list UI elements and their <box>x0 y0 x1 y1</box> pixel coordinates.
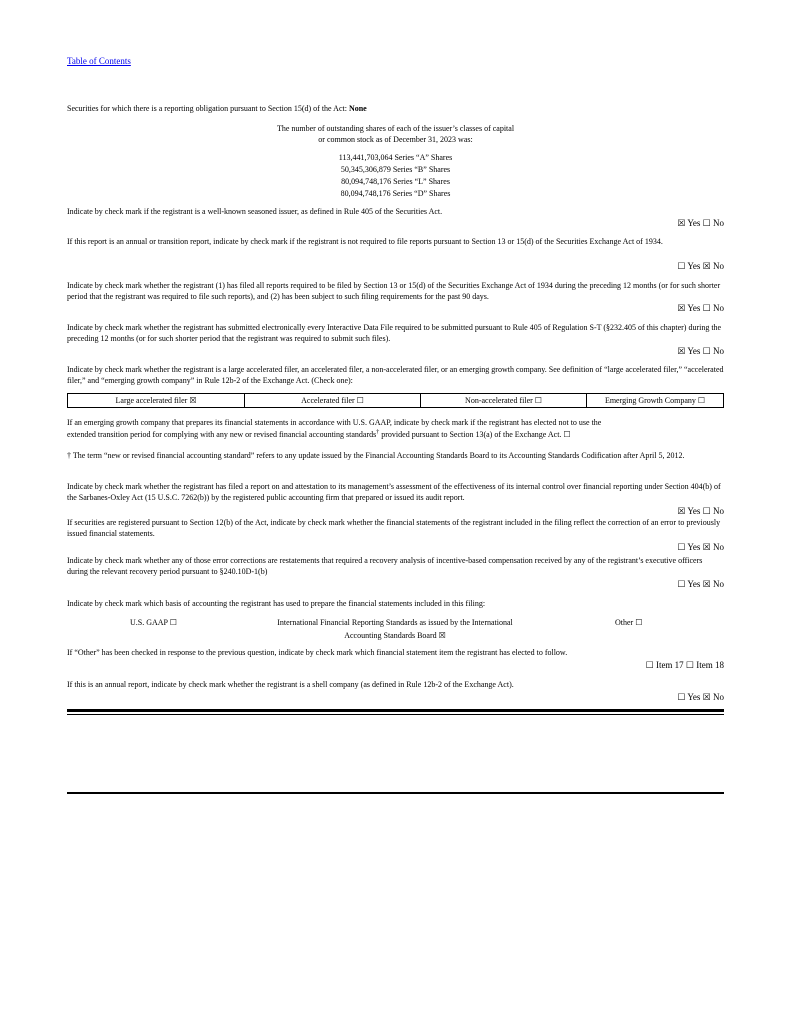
filer-accelerated[interactable]: Accelerated filer ☐ <box>245 394 421 408</box>
question-egc-transition-1: If an emerging growth company that prepares its financial statements in accordance with U.S. GAAP, indicate by check mark if the registrant has elected not to use the <box>67 418 602 427</box>
answer-shell-company[interactable]: ☐ Yes ☒ No <box>677 692 724 702</box>
section-15d-line: Securities for which there is a reporting obligation pursuant to Section 15(d) of the Act: None <box>67 104 367 113</box>
answer-wksi[interactable]: ☒ Yes ☐ No <box>677 218 724 228</box>
shares-intro-1: The number of outstanding shares of each of the issuer’s classes of capital <box>276 124 515 133</box>
answer-icfr-attestation[interactable]: ☒ Yes ☐ No <box>677 506 724 516</box>
basis-us-gaap[interactable]: U.S. GAAP ☐ <box>130 618 177 627</box>
filer-status-table <box>67 393 724 408</box>
basis-ifrs-line-1[interactable]: International Financial Reporting Standards as issued by the International <box>277 618 513 627</box>
shares-intro-2: or common stock as of December 31, 2023 was: <box>318 135 473 144</box>
question-filer-status: Indicate by check mark whether the registrant is a large accelerated filer, an accelerated filer, a non-accelerated filer, or an emerging growth company. See definition of “large accelerated filer,” “accelerated filer,” and “emerging growth company” in Rule 12b-2 of the Exchange Act. (Check one): <box>67 365 724 385</box>
question-icfr-attestation: Indicate by check mark whether the registrant has filed a report on and attestation to its management’s assessment of the effectiveness of its internal control over financial reporting under Section 404(b) of the Sarbanes-Oxley Act (15 U.S.C. 7262(b)) by the registered public accounting firm that prepared or issued its audit report. <box>67 482 721 502</box>
page-footer-rule <box>67 792 724 794</box>
answer-restatement[interactable]: ☐ Yes ☒ No <box>677 579 724 589</box>
answer-error-correction[interactable]: ☐ Yes ☒ No <box>677 542 724 552</box>
question-error-correction: If securities are registered pursuant to Section 12(b) of the Act, indicate by check mark whether the financial statements of the registrant included in the filing reflect the correction of an error to previously issued financial statements. <box>67 518 721 538</box>
basis-ifrs-line-2[interactable]: Accounting Standards Board ☒ <box>344 631 446 640</box>
question-egc-transition-2: extended transition period for complying with any new or revised financial accounting standards† provided pursuant to Section 13(a) of the Exchange Act. ☐ <box>67 429 571 439</box>
shares-line-l: 80,094,748,176 Series “L” Shares <box>341 177 450 186</box>
answer-filed-reports[interactable]: ☒ Yes ☐ No <box>677 303 724 313</box>
question-wksi: Indicate by check mark if the registrant is a well-known seasoned issuer, as defined in Rule 405 of the Securities Act. <box>67 207 443 216</box>
answer-interactive-data[interactable]: ☒ Yes ☐ No <box>677 346 724 356</box>
question-other-item: If “Other” has been checked in response to the previous question, indicate by check mark which financial statement item the registrant has elected to follow. <box>67 648 568 657</box>
divider-thin <box>67 714 724 715</box>
question-not-required: If this report is an annual or transition report, indicate by check mark if the registrant is not required to file reports pursuant to Section 13 or 15(d) of the Securities Exchange Act of 1934. <box>67 237 663 246</box>
basis-other[interactable]: Other ☐ <box>615 618 643 627</box>
section-15d-value: None <box>348 104 367 113</box>
question-filed-reports: Indicate by check mark whether the registrant (1) has filed all reports required to be filed by Section 13 or 15(d) of the Securities Exchange Act of 1934 during the preceding 12 months (or for such shorter period that the registrant was required to file such reports), and (2) has been subject to such filing requirements for the past 90 days. <box>67 281 721 301</box>
filer-non-accelerated[interactable]: Non-accelerated filer ☐ <box>421 394 587 408</box>
filer-emerging-growth[interactable]: Emerging Growth Company ☐ <box>587 394 724 408</box>
shares-line-a: 113,441,703,064 Series “A” Shares <box>338 153 453 162</box>
footnote-accounting-standard: † The term “new or revised financial accounting standard” refers to any update issued by the Financial Accounting Standards Board to its Accounting Standards Codification after April 5, 2012. <box>67 451 685 460</box>
shares-line-d: 80,094,748,176 Series “D” Shares <box>340 189 451 198</box>
answer-not-required[interactable]: ☐ Yes ☒ No <box>677 261 724 271</box>
question-restatement: Indicate by check mark whether any of those error corrections are restatements that required a recovery analysis of incentive-based compensation received by any of the registrant’s executive officers during the relevant recovery period pursuant to §240.10D-1(b) <box>67 556 703 576</box>
filer-large-accelerated[interactable]: Large accelerated filer ☒ <box>68 394 245 408</box>
divider-thick <box>67 709 724 712</box>
question-accounting-basis: Indicate by check mark which basis of accounting the registrant has used to prepare the financial statements included in this filing: <box>67 599 486 608</box>
question-interactive-data: Indicate by check mark whether the registrant has submitted electronically every Interactive Data File required to be submitted pursuant to Rule 405 of Regulation S-T (§232.405 of this chapter) during the preceding 12 months (or for such shorter period that the registrant was required to submit such files). <box>67 323 722 343</box>
shares-line-b: 50,345,306,879 Series “B” Shares <box>340 165 451 174</box>
question-shell-company: If this is an annual report, indicate by check mark whether the registrant is a shell company (as defined in Rule 12b-2 of the Exchange Act). <box>67 680 514 689</box>
answer-other-item[interactable]: ☐ Item 17 ☐ Item 18 <box>645 660 724 670</box>
table-of-contents-link[interactable]: Table of Contents <box>67 56 131 66</box>
